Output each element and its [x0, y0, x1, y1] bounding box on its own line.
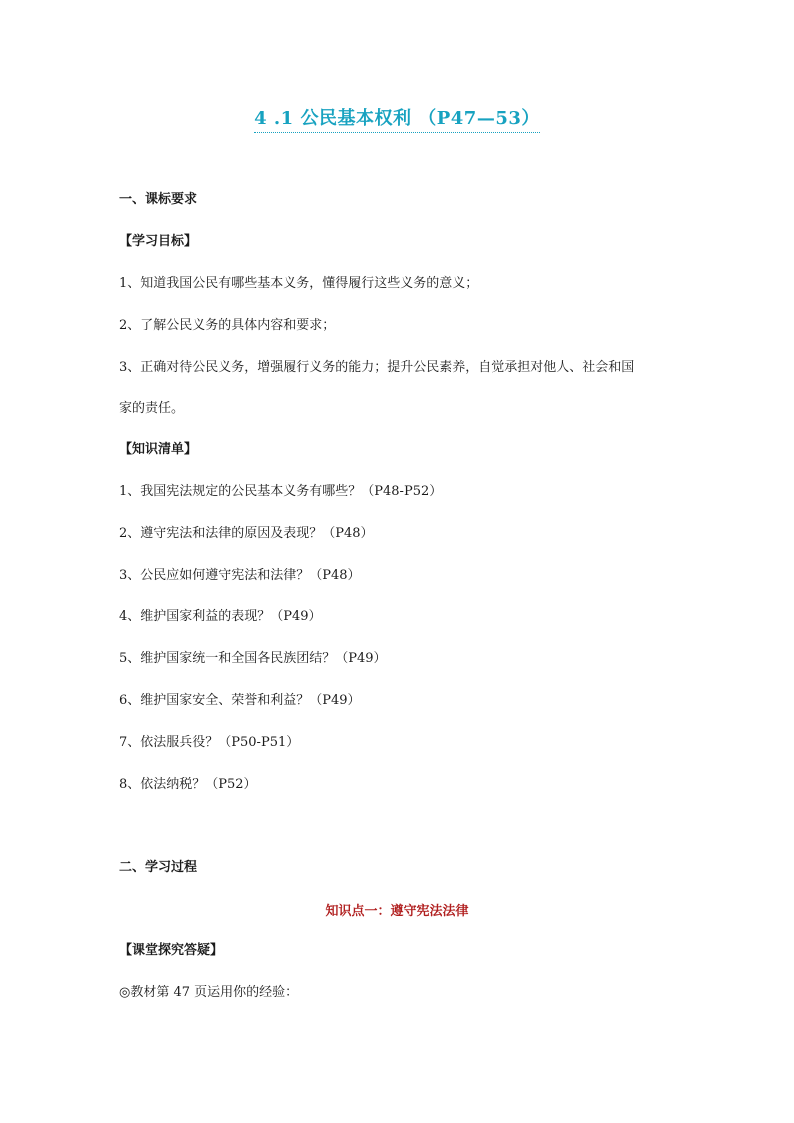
goal-item: 2、了解公民义务的具体内容和要求；: [119, 318, 336, 333]
knowledge-list-item: 5、维护国家统一和全国各民族团结？（P49）: [119, 651, 387, 666]
section-heading-standards: 一、课标要求: [119, 192, 198, 207]
knowledge-list-item: 7、依法服兵役？（P50-P51）: [119, 735, 300, 750]
goal-item: 1、知道我国公民有哪些基本义务，懂得履行这些义务的意义；: [119, 276, 479, 291]
goal-item: 3、正确对待公民义务，增强履行义务的能力；提升公民素养，自觉承担对他人、社会和国: [119, 360, 635, 375]
knowledge-list-item: 4、维护国家利益的表现？（P49）: [119, 609, 322, 624]
knowledge-list-item: 2、遵守宪法和法律的原因及表现？（P48）: [119, 526, 374, 541]
knowledge-list-item: 1、我国宪法规定的公民基本义务有哪些？（P48-P52）: [119, 484, 443, 499]
knowledge-list-item: 6、维护国家安全、荣誉和利益？（P49）: [119, 693, 361, 708]
section-heading-process: 二、学习过程: [119, 860, 198, 875]
knowledge-list-heading: 【知识清单】: [119, 442, 198, 457]
explore-line: ◎教材第 47 页运用你的经验：: [119, 985, 299, 1000]
knowledge-list-item: 3、公民应如何遵守宪法和法律？（P48）: [119, 568, 361, 583]
goal-item-continued: 家的责任。: [119, 401, 185, 416]
knowledge-point-title: 知识点一：遵守宪法法律: [325, 904, 469, 919]
knowledge-list-item: 8、依法纳税？（P52）: [119, 777, 257, 792]
document-title: 4 .1 公民基本权利 （P47—53）: [0, 104, 794, 130]
explore-heading: 【课堂探究答疑】: [119, 943, 224, 958]
learning-goals-heading: 【学习目标】: [119, 234, 198, 249]
